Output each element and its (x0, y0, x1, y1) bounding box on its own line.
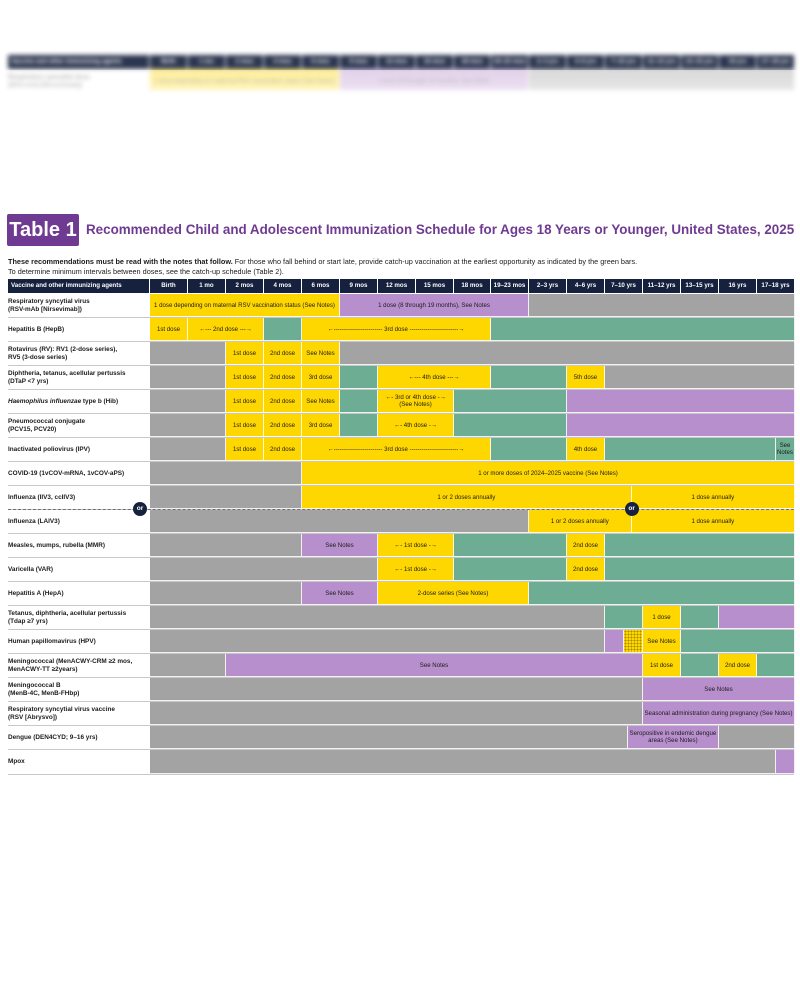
vaccine-name: Meningococcal (MenACWY-CRM ≥2 mos, (8, 658, 133, 666)
schedule-bar (150, 678, 643, 701)
schedule-bar (150, 366, 226, 389)
vaccine-row-label (8, 390, 148, 413)
age-header: 19–23 mos (491, 55, 529, 69)
schedule-bar (150, 726, 628, 749)
schedule-bar: 1st dose (643, 654, 681, 677)
age-header: 2 mos (226, 279, 264, 293)
vaccine-row-label (8, 558, 148, 581)
vaccine-name: Inactivated poliovirus (IPV) (8, 445, 91, 453)
row-divider (8, 774, 794, 775)
schedule-bar (605, 558, 795, 581)
vaccine-row-label (8, 342, 148, 365)
schedule-bar: Seasonal administration during pregnancy (See Notes) (643, 702, 795, 725)
schedule-bar: 1 dose annually (632, 510, 795, 533)
vaccine-name-detail: (PCV15, PCV20) (8, 425, 57, 433)
vaccine-row-label (8, 654, 148, 677)
age-header: 12 mos (378, 279, 416, 293)
vaccine-name-detail: (Tdap ≥7 yrs) (8, 617, 48, 625)
schedule-bar (150, 750, 776, 774)
vaccine-row-label (8, 366, 148, 389)
age-header: 4 mos (264, 279, 302, 293)
age-header: 15 mos (416, 279, 454, 293)
vaccine-name-detail: (MenB-4C, MenB-FHbp) (8, 689, 80, 697)
intro-bold: These recommendations must be read with the notes that follow. (8, 257, 233, 266)
schedule-bar (454, 390, 567, 413)
vaccine-row-label (8, 294, 148, 317)
schedule-bar: 4th dose (567, 438, 605, 461)
vaccine-name-detail: (RSV [Abrysvo]) (8, 713, 58, 721)
header-vaccine-label: Vaccine and other immunizing agents (8, 55, 150, 69)
schedule-bar (150, 414, 226, 437)
vaccine-name: Rotavirus (RV): RV1 (2-dose series), (8, 346, 118, 354)
vaccine-name: Measles, mumps, rubella (MMR) (8, 541, 105, 549)
age-header: 15 mos (416, 55, 454, 69)
table-badge: Table 1 (7, 214, 79, 246)
fade-overlay (0, 70, 800, 176)
schedule-bar (454, 534, 567, 557)
schedule-bar (719, 726, 795, 749)
schedule-bar (681, 630, 795, 653)
schedule-bar: ←--- 2nd dose ---→ (188, 318, 264, 341)
age-header: 19–23 mos (491, 279, 529, 293)
vaccine-name: Tetanus, diphtheria, acellular pertussis (8, 610, 127, 618)
age-header: 7–10 yrs (605, 279, 643, 293)
vaccine-row-label (8, 534, 148, 557)
schedule-bar: 1 or more doses of 2024–2025 vaccine (See Notes) (302, 462, 795, 485)
schedule-bar: 1st dose (226, 414, 264, 437)
schedule-bar (605, 534, 795, 557)
vaccine-name: Haemophilus influenzae type b (Hib) (8, 397, 119, 405)
schedule-bar: See Notes (302, 342, 340, 365)
vaccine-name-detail: RV5 (3-dose series) (8, 353, 68, 361)
age-header: 12 mos (378, 55, 416, 69)
schedule-bar (776, 750, 795, 774)
age-header: Birth (150, 55, 188, 69)
age-header: 1 mo (188, 279, 226, 293)
schedule-bar (605, 438, 776, 461)
schedule-bar: ←- 1st dose -→ (378, 558, 454, 581)
vaccine-row-label (8, 462, 148, 485)
vaccine-name: Diphtheria, tetanus, acellular pertussis (8, 370, 126, 378)
schedule-bar: 2nd dose (567, 534, 605, 557)
vaccine-name: Mpox (8, 758, 25, 766)
schedule-bar: 1st dose (226, 438, 264, 461)
intro-rest: For those who fall behind or start late, provide catch-up vaccination at the earliest opportunity as indicated by the green bars. (232, 257, 638, 266)
intro-text (8, 257, 798, 277)
vaccine-row-label (8, 318, 148, 341)
schedule-bar (567, 414, 795, 437)
age-header: 11–12 yrs (643, 279, 681, 293)
vaccine-name-detail: (RSV-mAb [Nirsevimab]) (8, 305, 82, 313)
schedule-bar (150, 630, 605, 653)
schedule-bar: 2-dose series (See Notes) (378, 582, 529, 605)
schedule-bar: 1st dose (150, 318, 188, 341)
vaccine-row-label (8, 414, 148, 437)
schedule-bar (719, 606, 795, 629)
schedule-bar: See Notes (302, 390, 340, 413)
age-header: 2 mos (226, 55, 264, 69)
vaccine-name: Respiratory syncytial virus (8, 298, 90, 306)
schedule-bar (681, 606, 719, 629)
schedule-bar (150, 654, 226, 677)
or-marker: or (133, 502, 147, 516)
vaccine-name: Meningococcal B (8, 682, 61, 690)
vaccine-row-label (8, 702, 148, 725)
schedule-bar: 2nd dose (264, 390, 302, 413)
schedule-bar (150, 606, 605, 629)
age-header: 6 mos (302, 279, 340, 293)
schedule-bar: 1st dose (226, 342, 264, 365)
schedule-bar: 1 dose (8 through 19 months), See Notes (340, 294, 529, 317)
vaccine-name: Dengue (DEN4CYD; 9–16 yrs) (8, 733, 98, 741)
schedule-bar: See Notes (302, 534, 378, 557)
schedule-bar (150, 342, 226, 365)
age-header: 17–18 yrs (757, 279, 795, 293)
vaccine-name-detail: (DTaP <7 yrs) (8, 377, 49, 385)
header-vaccine-label: Vaccine and other immunizing agents (8, 279, 150, 293)
vaccine-row-label (8, 678, 148, 701)
schedule-bar: ←--- 4th dose ---→ (378, 366, 491, 389)
age-header: 18 mos (454, 279, 491, 293)
schedule-bar: Seropositive in endemic dengue areas (See Notes) (628, 726, 719, 749)
vaccine-row-label (8, 630, 148, 653)
schedule-bar (605, 630, 624, 653)
schedule-bar (340, 390, 378, 413)
schedule-bar: 2nd dose (719, 654, 757, 677)
schedule-bar (454, 414, 567, 437)
vaccine-row-label (8, 750, 148, 774)
schedule-bar: 2nd dose (264, 438, 302, 461)
schedule-bar (150, 438, 226, 461)
age-header: Birth (150, 279, 188, 293)
schedule-bar (264, 318, 302, 341)
age-header: 7–10 yrs (605, 55, 643, 69)
vaccine-name: Hepatitis B (HepB) (8, 325, 65, 333)
vaccine-name: Varicella (VAR) (8, 565, 53, 573)
schedule-bar (150, 534, 302, 557)
age-header: 4–6 yrs (567, 279, 605, 293)
vaccine-name: Respiratory syncytial virus vaccine (8, 706, 115, 714)
schedule-bar (605, 606, 643, 629)
schedule-bar (491, 318, 795, 341)
vaccine-name: Influenza (IIV3, ccIIV3) (8, 493, 76, 501)
vaccine-name: Influenza (LAIV3) (8, 517, 60, 525)
schedule-bar (340, 414, 378, 437)
schedule-bar: 2nd dose (264, 414, 302, 437)
schedule-bar: See Notes (776, 438, 795, 461)
schedule-bar (340, 366, 378, 389)
schedule-bar: 5th dose (567, 366, 605, 389)
age-header: 16 yrs (719, 55, 757, 69)
age-header: 18 mos (454, 55, 491, 69)
schedule-bar (150, 558, 378, 581)
schedule-bar: See Notes (226, 654, 643, 677)
schedule-bar: 3rd dose (302, 366, 340, 389)
schedule-bar: ←- 4th dose -→ (378, 414, 454, 437)
vaccine-name-detail: MenACWY-TT ≥2years) (8, 665, 78, 673)
schedule-bar (681, 654, 719, 677)
schedule-bar: 2nd dose (264, 366, 302, 389)
vaccine-row-label (8, 726, 148, 749)
schedule-bar (150, 390, 226, 413)
schedule-bar: ←------------------------ 3rd dose ------------------------→ (302, 318, 491, 341)
age-header: 2–3 yrs (529, 279, 567, 293)
page-title: Recommended Child and Adolescent Immunization Schedule for Ages 18 Years or Younger, United States, 2025 (86, 222, 795, 237)
vaccine-name: Human papillomavirus (HPV) (8, 637, 96, 645)
schedule-bar: 1 dose (643, 606, 681, 629)
schedule-bar: ←- 1st dose -→ (378, 534, 454, 557)
schedule-bar (529, 582, 795, 605)
schedule-bar: 1st dose (226, 390, 264, 413)
age-header: 16 yrs (719, 279, 757, 293)
age-header: 17–18 yrs (757, 55, 795, 69)
schedule-bar: 3rd dose (302, 414, 340, 437)
schedule-bar: See Notes (302, 582, 378, 605)
age-header: 4 mos (264, 55, 302, 69)
schedule-bar: 2nd dose (264, 342, 302, 365)
schedule-bar (491, 438, 567, 461)
or-marker: or (625, 502, 639, 516)
age-header: 1 mo (188, 55, 226, 69)
schedule-bar (150, 486, 302, 509)
vaccine-row-label (8, 486, 148, 509)
schedule-bar (529, 294, 795, 317)
age-header: 2–3 yrs (529, 55, 567, 69)
schedule-bar (454, 558, 567, 581)
vaccine-name: Pneumococcal conjugate (8, 418, 86, 426)
age-header: 11–12 yrs (643, 55, 681, 69)
age-header: 13–15 yrs (681, 279, 719, 293)
schedule-bar: 1 dose annually (632, 486, 795, 509)
schedule-bar (150, 702, 643, 725)
schedule-bar: 1 dose depending on maternal RSV vaccination status (See Notes) (150, 294, 340, 317)
or-divider (8, 509, 794, 510)
schedule-bar: ←- 3rd or 4th dose -→ (See Notes) (378, 390, 454, 413)
vaccine-row-label (8, 606, 148, 629)
age-header: 13–15 yrs (681, 55, 719, 69)
schedule-bar: See Notes (643, 630, 681, 653)
schedule-bar (605, 366, 795, 389)
schedule-bar (340, 342, 795, 365)
schedule-bar: See Notes (643, 678, 795, 701)
schedule-bar (150, 582, 302, 605)
age-header: 4–6 yrs (567, 55, 605, 69)
vaccine-row-label (8, 582, 148, 605)
schedule-bar (150, 510, 529, 533)
schedule-bar: 1 or 2 doses annually (302, 486, 632, 509)
vaccine-row-label (8, 510, 148, 533)
schedule-bar: 1st dose (226, 366, 264, 389)
schedule-bar: ←------------------------ 3rd dose ------------------------→ (302, 438, 491, 461)
schedule-bar (567, 390, 795, 413)
intro-line2: To determine minimum intervals between doses, see the catch-up schedule (Table 2). (8, 267, 284, 276)
schedule-bar: 1 or 2 doses annually (529, 510, 632, 533)
schedule-bar: 2nd dose (567, 558, 605, 581)
age-header: 6 mos (302, 55, 340, 69)
vaccine-row-label (8, 438, 148, 461)
age-header: 9 mos (340, 279, 378, 293)
schedule-bar (757, 654, 795, 677)
blurred-preview-strip (0, 0, 800, 176)
age-header: 9 mos (340, 55, 378, 69)
vaccine-name: Hepatitis A (HepA) (8, 589, 64, 597)
schedule-bar (150, 462, 302, 485)
vaccine-name: COVID-19 (1vCOV-mRNA, 1vCOV-aPS) (8, 469, 125, 477)
schedule-bar (491, 366, 567, 389)
schedule-bar (624, 630, 643, 653)
